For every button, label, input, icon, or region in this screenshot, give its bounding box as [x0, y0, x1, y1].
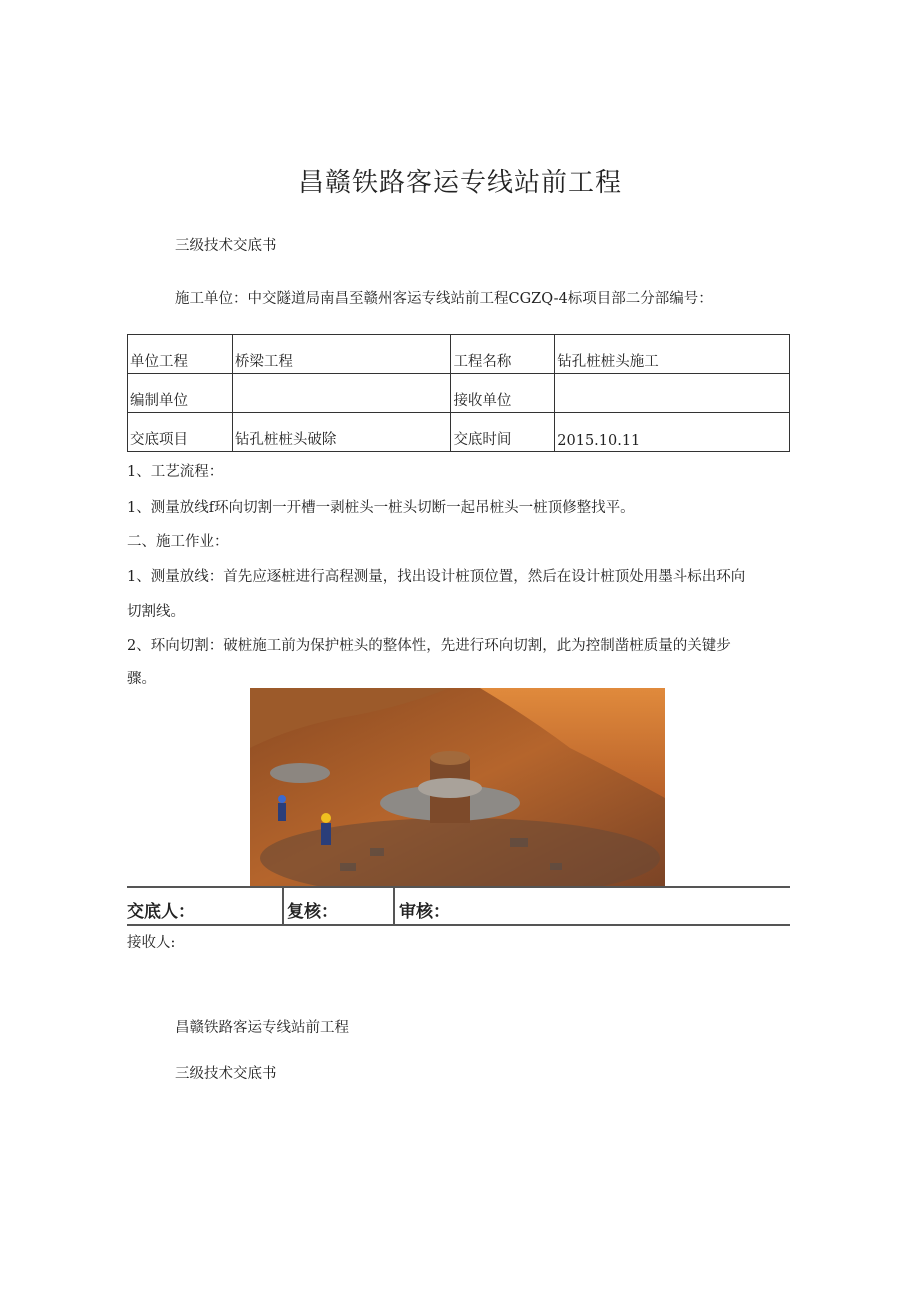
table-row: [128, 413, 790, 452]
table-cell: 交底时间: [451, 413, 555, 452]
table-row: [128, 335, 790, 374]
table-cell: 工程名称: [451, 335, 555, 374]
table-cell: 单位工程: [128, 335, 233, 374]
paragraph2-line1: 2、环向切割：破桩施工前为保护桩头的整体性，先进行环向切割，此为控制凿桩质量的关键步: [127, 638, 731, 654]
table-cell: 桥梁工程: [232, 335, 451, 374]
paragraph2-line2: 骤。: [127, 671, 156, 687]
footer-title: 昌赣铁路客运专线站前工程: [175, 1020, 349, 1036]
table-cell: [232, 374, 451, 413]
info-table: [127, 334, 790, 452]
table-cell: [555, 374, 790, 413]
receiver-label: 接收人:: [127, 935, 176, 951]
section2-heading: 二、施工作业：: [127, 534, 229, 550]
signature-bar: [127, 886, 790, 926]
section1-heading: 1、工艺流程：: [127, 464, 224, 480]
table-cell: 2015.10.11: [555, 413, 790, 452]
document-subtitle: 三级技术交底书: [175, 238, 277, 254]
pile-cutting-photo: [250, 688, 665, 888]
reviewer-label: 复核：: [287, 902, 338, 922]
presenter-label: 交底人：: [127, 902, 195, 922]
auditor-label: 审核：: [399, 902, 450, 922]
paragraph1-line2: 切割线。: [127, 604, 185, 620]
paragraph1-line1: 1、测量放线：首先应逐桩进行高程测量，找出设计桩顶位置，然后在设计桩顶处用墨斗标出环向: [127, 569, 746, 585]
document-title: 昌赣铁路客运专线站前工程: [297, 168, 622, 198]
construction-unit-line: 施工单位：中交隧道局南昌至赣州客运专线站前工程CGZQ-4标项目部二分部编号：: [175, 291, 713, 307]
section1-text: 1、测量放线f环向切割一开槽一剥桩头一桩头切断一起吊桩头一桩顶修整找平。: [127, 500, 635, 516]
footer-subtitle: 三级技术交底书: [175, 1066, 277, 1082]
table-cell: 钻孔桩桩头破除: [232, 413, 451, 452]
table-cell: 钻孔桩桩头施工: [555, 335, 790, 374]
table-cell: 接收单位: [451, 374, 555, 413]
table-row: [128, 374, 790, 413]
table-cell: 交底项目: [128, 413, 233, 452]
table-cell: 编制单位: [128, 374, 233, 413]
